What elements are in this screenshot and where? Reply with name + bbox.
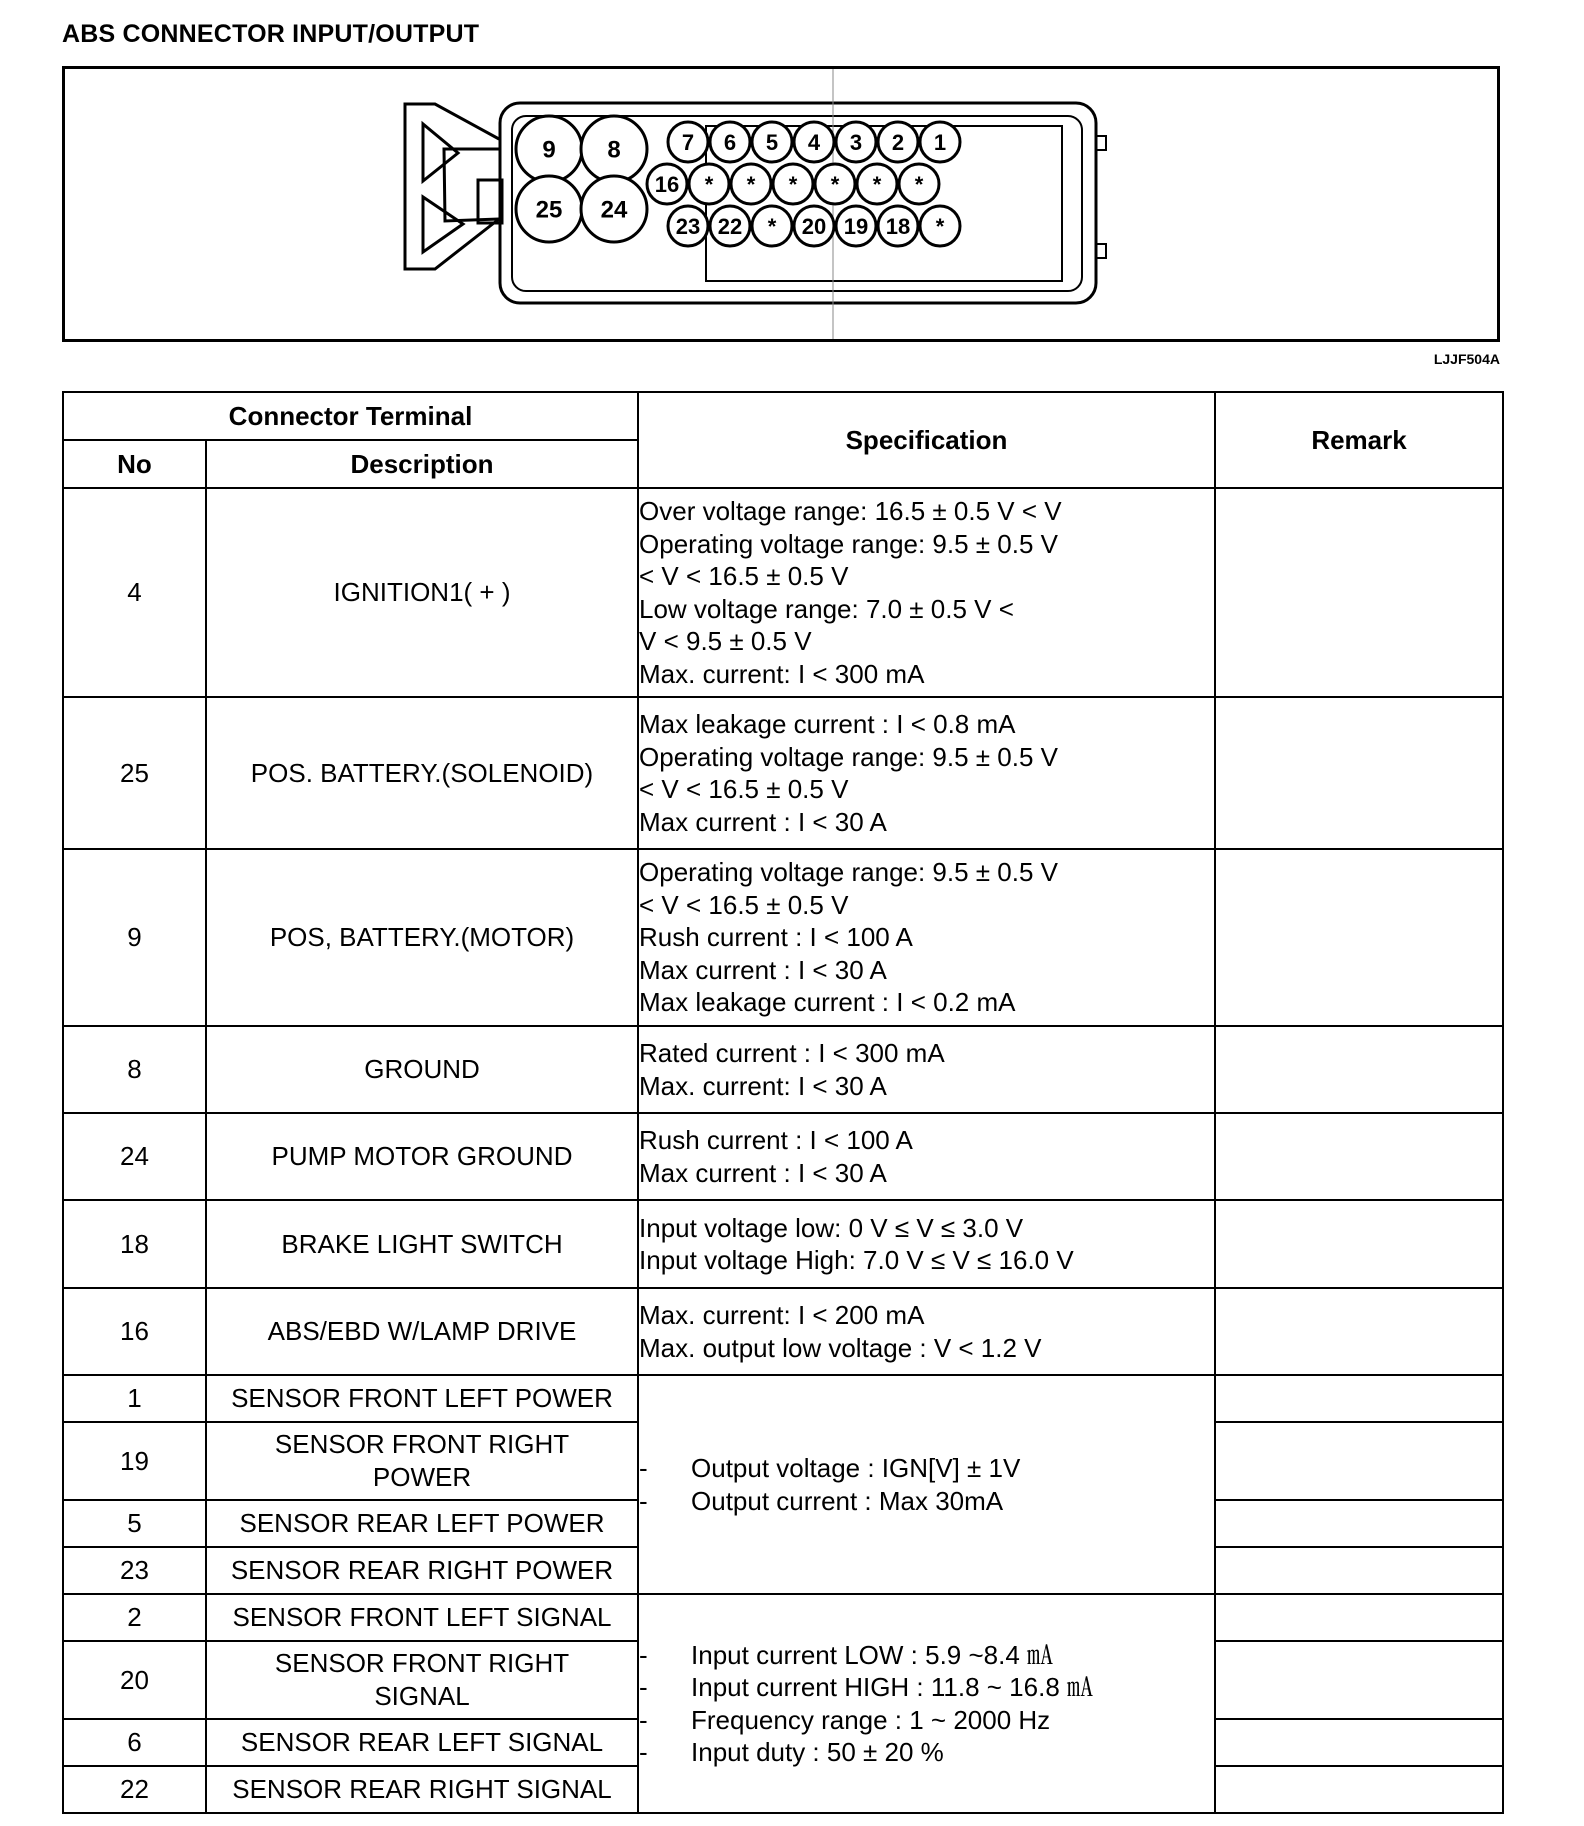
connector-latch [405,104,502,269]
remark-cell [1215,697,1503,849]
remark-cell [1215,1500,1503,1547]
terminal-specification [638,1288,1215,1375]
terminal-description [206,1766,638,1813]
group-specification [638,1375,1215,1594]
bullet-text: Input current HIGH : 11.8 ~ 16.8 ㎃ [691,1672,1094,1702]
description-line: SENSOR REAR LEFT SIGNAL [240,1727,604,1757]
bullet-dash: - [639,1704,648,1735]
bullet-dash: - [639,1672,648,1702]
terminal-description [206,1547,638,1594]
pin: 22 [717,213,743,239]
terminal-description: IGNITION1( + ) [206,488,638,697]
connector-drawing [65,69,1497,339]
spec-line: Over voltage range: 16.5 ± 0.5 V < V [639,496,1062,526]
remark-cell [1215,1113,1503,1200]
bullet-line [639,1736,1214,1769]
pin: * [830,171,840,197]
bullet-line [639,1671,1214,1704]
pin: 3 [849,129,863,155]
bullet-text: Output current : Max 30mA [691,1485,1004,1516]
description-line: SIGNAL [374,1681,470,1711]
remark-cell [1215,849,1503,1026]
pin: * [914,171,924,197]
description-line: SENSOR REAR RIGHT POWER [230,1555,614,1585]
pin: * [872,171,882,197]
large-pin: 25 [535,196,563,224]
terminal-specification [638,849,1215,1026]
spec-line: Max. current: I < 30 A [639,1070,887,1101]
terminal-number: 1 [63,1375,206,1422]
remark-cell [1215,1594,1503,1641]
description-header: Description [206,440,638,488]
remark-cell [1215,1200,1503,1288]
remark-cell [1215,1375,1503,1422]
terminal-description: ABS/EBD W/LAMP DRIVE [206,1288,638,1375]
pin: 5 [765,129,779,155]
remark-cell [1215,1641,1503,1719]
specification-header: Specification [638,392,1215,488]
bullet-text: Input current LOW : 5.9 ~8.4 ㎃ [691,1639,1054,1670]
remark-cell [1215,1288,1503,1375]
bullet-line [639,1452,1214,1485]
description-line: SENSOR FRONT LEFT SIGNAL [232,1602,612,1632]
table-row [63,1375,1503,1422]
terminal-description [206,1594,638,1641]
description-line: SENSOR REAR LEFT POWER [239,1508,605,1538]
figure-code: LJJF504A [1433,351,1500,367]
terminal-number: 24 [63,1113,206,1200]
bullet-dash: - [639,1453,648,1483]
spec-line: Operating voltage range: 9.5 ± 0.5 V [639,741,1058,772]
remark-header: Remark [1215,392,1503,488]
terminal-description [206,1375,638,1422]
terminal-number: 9 [63,849,206,1026]
pin: 23 [675,213,701,239]
spec-line: Rush current : I < 100 A [639,1125,913,1155]
spec-line: V < 9.5 ± 0.5 V [639,626,812,656]
table-row [63,1594,1503,1641]
pin: 18 [885,213,911,239]
spec-line: Max current : I < 30 A [639,954,887,985]
bullet-dash: - [639,1485,648,1516]
pin: 6 [723,129,737,155]
connector-diagram [62,66,1500,342]
terminal-description [206,1719,638,1766]
spec-line: Operating voltage range: 9.5 ± 0.5 V [639,528,1058,559]
terminal-number: 25 [63,697,206,849]
description-line: POWER [372,1462,472,1492]
connector-terminal-header: Connector Terminal [63,392,638,440]
pin: 1 [933,129,947,155]
bullet-line [639,1485,1214,1518]
terminal-number: 5 [63,1500,206,1547]
terminal-number: 16 [63,1288,206,1375]
remark-cell [1215,1547,1503,1594]
terminal-description [206,1641,638,1719]
spec-line: < V < 16.5 ± 0.5 V [639,774,849,804]
terminal-number: 22 [63,1766,206,1813]
bullet-line [639,1639,1214,1672]
table-row [63,1288,1503,1375]
spec-line: Input voltage low: 0 V ≤ V ≤ 3.0 V [639,1212,1024,1243]
terminal-description: POS. BATTERY.(SOLENOID) [206,697,638,849]
spec-line: Operating voltage range: 9.5 ± 0.5 V [639,857,1058,888]
connector-spec-table [62,391,1504,1814]
spec-line: < V < 16.5 ± 0.5 V [639,561,849,591]
pin: * [767,213,777,239]
group-specification [638,1594,1215,1813]
table-row [63,1113,1503,1200]
remark-cell [1215,1766,1503,1813]
description-line: SENSOR FRONT RIGHT [274,1648,570,1678]
spec-line: Rush current : I < 100 A [639,922,913,953]
terminal-number: 23 [63,1547,206,1594]
terminal-number: 19 [63,1422,206,1500]
table-row [63,849,1503,1026]
pin: * [935,213,945,239]
remark-cell [1215,1026,1503,1113]
no-header: No [63,440,206,488]
description-line: SENSOR FRONT LEFT POWER [231,1383,613,1413]
spec-line: < V < 16.5 ± 0.5 V [639,889,849,920]
spec-line: Max current : I < 30 A [639,806,887,837]
pin: * [746,171,756,197]
terminal-description [206,1422,638,1500]
terminal-description: PUMP MOTOR GROUND [206,1113,638,1200]
remark-cell [1215,488,1503,697]
table-row [63,1200,1503,1288]
bullet-text: Frequency range : 1 ~ 2000 Hz [691,1704,1051,1735]
bullet-dash: - [639,1737,648,1767]
large-pin: 24 [600,196,628,224]
terminal-specification [638,488,1215,697]
remark-cell [1215,1719,1503,1766]
terminal-specification [638,1026,1215,1113]
spec-line: Max leakage current : I < 0.8 mA [639,709,1016,739]
terminal-number: 6 [63,1719,206,1766]
terminal-number: 2 [63,1594,206,1641]
terminal-number: 8 [63,1026,206,1113]
spec-line: Max. current: I < 200 mA [639,1300,925,1330]
terminal-description: GROUND [206,1026,638,1113]
bullet-text: Output voltage : IGN[V] ± 1V [691,1453,1021,1483]
terminal-number: 20 [63,1641,206,1719]
pin: 2 [891,129,905,155]
spec-line: Input voltage High: 7.0 V ≤ V ≤ 16.0 V [639,1245,1074,1275]
bullet-dash: - [639,1639,648,1670]
terminal-specification [638,1200,1215,1288]
terminal-number: 18 [63,1200,206,1288]
table-row [63,1026,1503,1113]
pin: 20 [801,213,827,239]
terminal-number: 4 [63,488,206,697]
spec-line: Max current : I < 30 A [639,1157,887,1188]
large-pin: 9 [542,136,556,164]
terminal-specification [638,697,1215,849]
pin: 4 [807,129,821,155]
spec-line: Low voltage range: 7.0 ± 0.5 V < [639,593,1014,624]
terminal-description [206,1500,638,1547]
description-line: SENSOR FRONT RIGHT [274,1429,570,1459]
bullet-text: Input duty : 50 ± 20 % [691,1737,944,1767]
page-title: ABS CONNECTOR INPUT/OUTPUT [62,20,480,48]
pin: 16 [654,171,680,197]
spec-line: Max. current: I < 300 mA [639,658,925,689]
terminal-description: BRAKE LIGHT SWITCH [206,1200,638,1288]
pin: * [704,171,714,197]
pin: 19 [843,213,869,239]
large-pin: 8 [607,136,621,164]
table-row [63,697,1503,849]
description-line: SENSOR REAR RIGHT SIGNAL [232,1774,612,1804]
pin: 7 [681,129,695,155]
terminal-specification [638,1113,1215,1200]
terminal-description: POS, BATTERY.(MOTOR) [206,849,638,1026]
spec-line: Max leakage current : I < 0.2 mA [639,987,1016,1018]
pin: * [788,171,798,197]
table-row [63,488,1503,697]
bullet-line [639,1704,1214,1737]
spec-line: Rated current : I < 300 mA [639,1038,945,1068]
remark-cell [1215,1422,1503,1500]
spec-line: Max. output low voltage : V < 1.2 V [639,1332,1042,1363]
